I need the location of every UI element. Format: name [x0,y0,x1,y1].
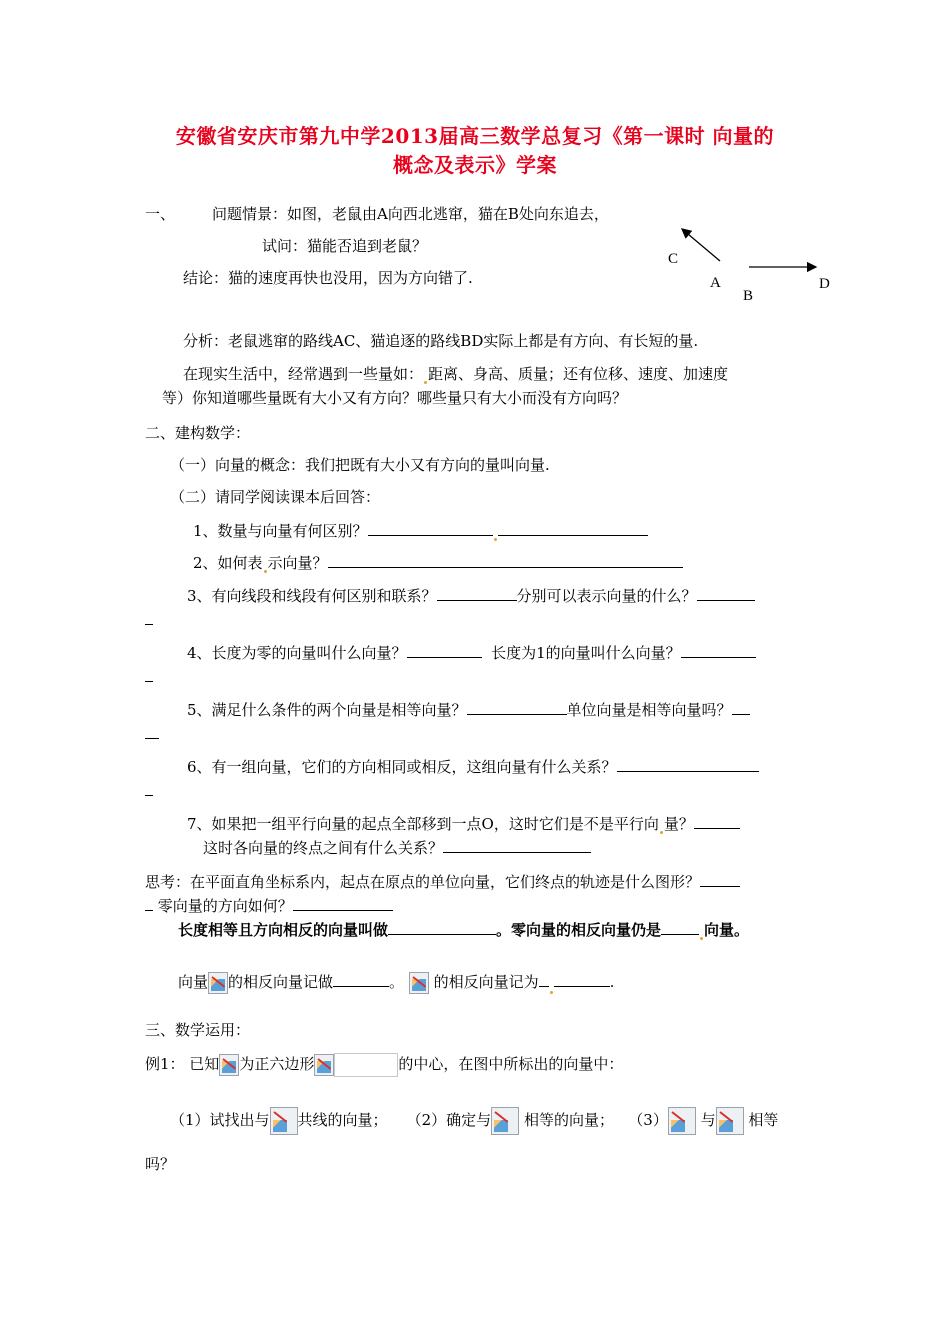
opposite-vector-definition: 长度相等且方向相反的向量叫做 。零向量的相反向量仍是 向量。 [178,918,749,940]
question-1: 1、数量与向量有何区别？ [193,519,648,541]
answer-blank[interactable] [328,551,683,568]
marker-dot [264,570,267,573]
point-b-label: B [743,288,754,304]
answer-blank[interactable] [333,970,389,987]
vector-oa-image-icon [270,1107,298,1135]
point-o-image-icon [219,1054,239,1076]
marker-dot [660,831,663,834]
answer-blank[interactable] [697,584,755,601]
vector-fe-image-icon [716,1107,744,1135]
answer-blank[interactable] [539,970,549,987]
answer-blank[interactable] [407,641,482,658]
answer-blank[interactable] [694,812,740,829]
answer-blank[interactable] [443,836,591,853]
answer-blank[interactable] [681,641,756,658]
vector-oc-image-icon [668,1107,696,1135]
marker-dot [700,937,703,940]
vector-a-image-icon [208,972,228,994]
answer-blank[interactable] [617,755,759,772]
example-1-parts: （1）试找出与 共线的向量； （2）确定与 相等的向量； （3） 与 相等 [170,1107,778,1135]
question-5: 5、满足什么条件的两个向量是相等向量？ 单位向量是相等向量吗？ [187,698,750,720]
question-7-followup: 这时各向量的终点之间有什么关系？ [203,836,591,858]
section1-question: 试问：猫能否追到老鼠？ [262,237,428,255]
section3-heading: 三、数学运用： [145,1021,251,1039]
point-a-label: A [710,275,721,291]
section1-number: 一、 [145,205,176,223]
answer-blank[interactable] [437,584,517,601]
section1-life-line2: 等）你知道哪些量既有大小又有方向？哪些量只有大小而没有方向吗？ [162,389,628,407]
question-7: 7、如果把一组平行向量的起点全部移到一点O，这时它们是不是平行向 量？ [187,812,740,834]
example-1-parts-end: 吗？ [145,1155,176,1173]
answer-blank[interactable] [293,894,393,911]
vector-ac-arrow [682,229,720,261]
question-4: 4、长度为零的向量叫什么向量？ 长度为1的向量叫什么向量？ [187,641,756,663]
answer-blank[interactable] [368,519,493,536]
vector-ob-image-icon [491,1107,519,1135]
section1-intro: 问题情景：如图，老鼠由A向西北逃窜，猫在B处向东追去， [212,205,609,223]
opposite-vector-notation: 向量 的相反向量记做 。 的相反向量记为 . [178,970,614,994]
reading-prompt: （二）请同学阅读课本后回答： [170,488,381,506]
answer-blank-continued[interactable] [145,722,159,744]
section1-life-line1: 在现实生活中，经常遇到一些量如： 距离、身高、质量；还有位移、速度、加速度 [183,365,729,383]
vector-concept: （一）向量的概念：我们把既有大小又有方向的量叫向量. [170,456,550,474]
think-question: 思考：在平面直角坐标系内，起点在原点的单位向量，它们终点的轨迹是什么图形？ [145,870,740,892]
hexagon-label-frame [334,1053,398,1077]
marker-dot [550,991,553,994]
question-2: 2、如何表 示向量？ [193,551,683,573]
answer-blank-continued[interactable] [145,779,153,801]
answer-blank[interactable] [498,519,648,536]
question-6: 6、有一组向量，它们的方向相同或相反，这组向量有什么关系？ [187,755,759,777]
answer-blank[interactable] [700,870,740,887]
answer-blank[interactable] [732,698,750,715]
answer-blank-continued[interactable] [145,665,153,687]
answer-blank[interactable] [145,894,153,911]
section1-analysis: 分析：老鼠逃窜的路线AC、猫追逐的路线BD实际上都是有方向、有长短的量. [183,332,699,350]
point-c-label: C [668,251,679,267]
vector-ab-image-icon [409,972,429,994]
question-3: 3、有向线段和线段有何区别和联系？ 分别可以表示向量的什么？ [187,584,755,606]
marker-dot [424,381,427,384]
answer-blank[interactable] [661,918,699,935]
answer-blank[interactable] [554,970,610,987]
section2-heading: 二、建构数学： [145,424,251,442]
hexagon-image-icon [314,1054,334,1076]
answer-blank[interactable] [467,698,567,715]
page-title: 安徽省安庆市第九中学2013届高三数学总复习《第一课时 向量的 [175,124,775,148]
point-d-label: D [819,276,830,292]
example-1: 例1： 已知 为正六边形 的中心，在图中所标出的向量中： [145,1053,623,1077]
answer-blank[interactable] [388,918,496,935]
think-question-2: 零向量的方向如何？ [145,894,393,916]
answer-blank-continued[interactable] [145,608,153,630]
section1-conclusion: 结论：猫的速度再快也没用，因为方向错了. [183,269,473,287]
marker-dot [494,538,497,541]
page-title-line2: 概念及表示》学案 [393,153,557,177]
